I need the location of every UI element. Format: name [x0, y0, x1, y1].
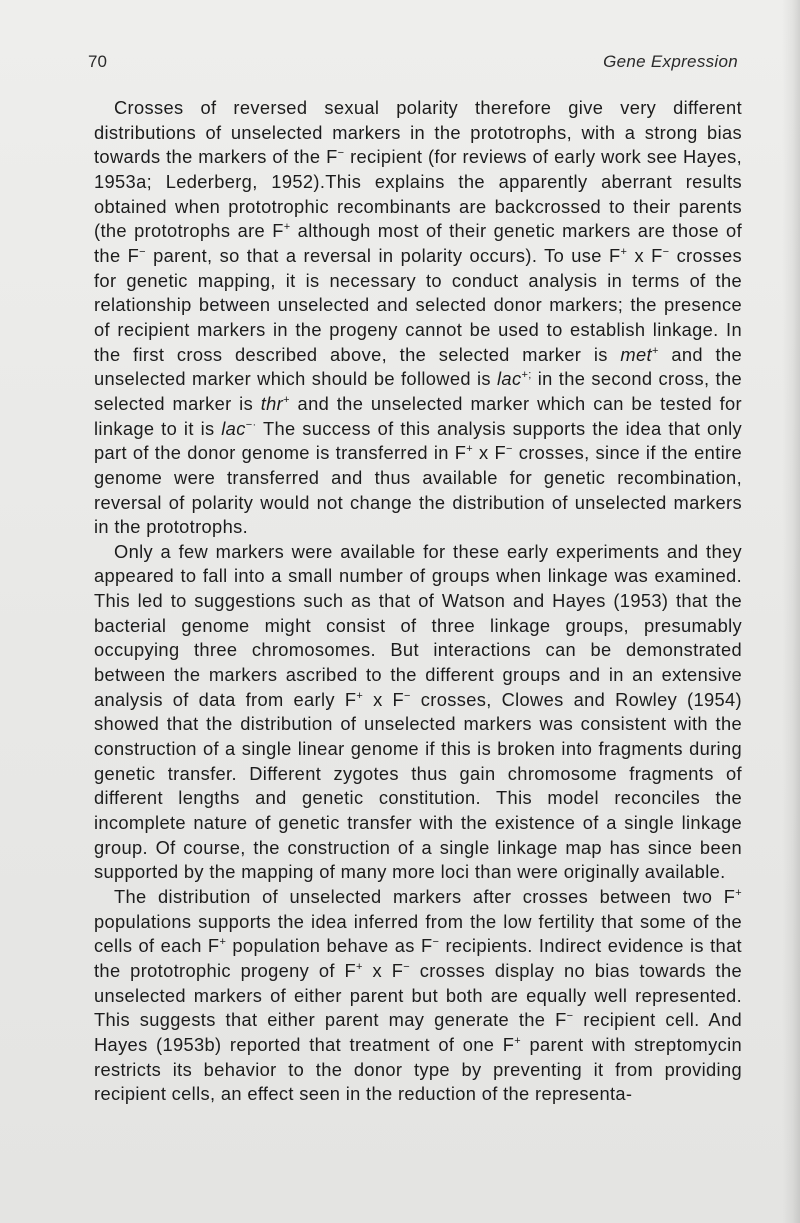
paragraph-2: Only a few markers were available for these early experiments and they appeared to fall into a small number of groups when linkage was examined. This led to suggestions such as that of Watson and Hayes (1953) that the bacterial genome might consist of three linkage groups, presumably occupying three chromosomes. But interactions can be demonstrated between the markers ascribed to the different groups and in an extensive analysis of data from early F+ x F− crosses, Clowes and Rowley (1954) showed that the distribution of unselected markers was consistent with the construction of a single linear genome if this is broken into fragments during genetic transfer. Different zygotes thus gain chromosome fragments of different lengths and genetic constitution. This model reconciles the incomplete nature of genetic transfer with the existence of a single linkage group. Of course, the construction of a single linkage map has since been supported by the mapping of many more loci than were originally available. — [94, 540, 742, 883]
gene-lac: lac — [221, 417, 246, 439]
chapter-title: Gene Expression — [603, 52, 738, 71]
page-edge-shadow — [782, 0, 800, 1223]
body-text — [94, 96, 742, 1107]
gene-lac: lac — [497, 368, 522, 390]
page-number: 70 — [88, 52, 107, 71]
running-head — [88, 52, 738, 74]
gene-thr: thr — [260, 392, 284, 414]
paragraph-1: Crosses of reversed sexual polarity therefore give very different distributions of unselected markers in the prototrophs, with a strong bias towards the markers of the F− recipient (for reviews of early work see Hayes, 1953a; Lederberg, 1952).This explains the apparently aberrant results obtained when prototrophic recombinants are backcrossed to their parents (the prototrophs are F+ although most of their genetic markers are those of the F− parent, so that a reversal in polarity occurs). To use F+ x F− crosses for genetic mapping, it is necessary to conduct analysis in terms of the relationship between unselected and selected donor markers; the presence of recipient markers in the progeny cannot be used to establish linkage. In the first cross described above, the selected marker is met+ and the unselected marker which should be followed is lac+; in the second cross, the selected marker is thr+ and the unselected marker which can be tested for linkage to it is lac−· The success of this analysis supports the idea that only part of the donor genome is transferred in F+ x F− crosses, since if the entire genome were transferred and thus available for genetic recombination, reversal of polarity would not change the distribution of unselected markers in the prototrophs. — [94, 97, 743, 538]
paragraph-3: The distribution of unselected markers after crosses between two F+ populations supports the idea inferred from the low fertility that some of the cells of each F+ population behave as F− recipients. Indirect evidence is that the prototrophic progeny of F+ x F− crosses display no bias towards the unselected markers of either parent but both are equally well represented. This suggests that either parent may generate the F− recipient cell. And Hayes (1953b) reported that treatment of one F+ parent with streptomycin restricts its behavior to the donor type by preventing it from providing recipient cells, an effect seen in the reduction of the representa- — [94, 886, 743, 1105]
gene-met: met — [620, 343, 652, 365]
